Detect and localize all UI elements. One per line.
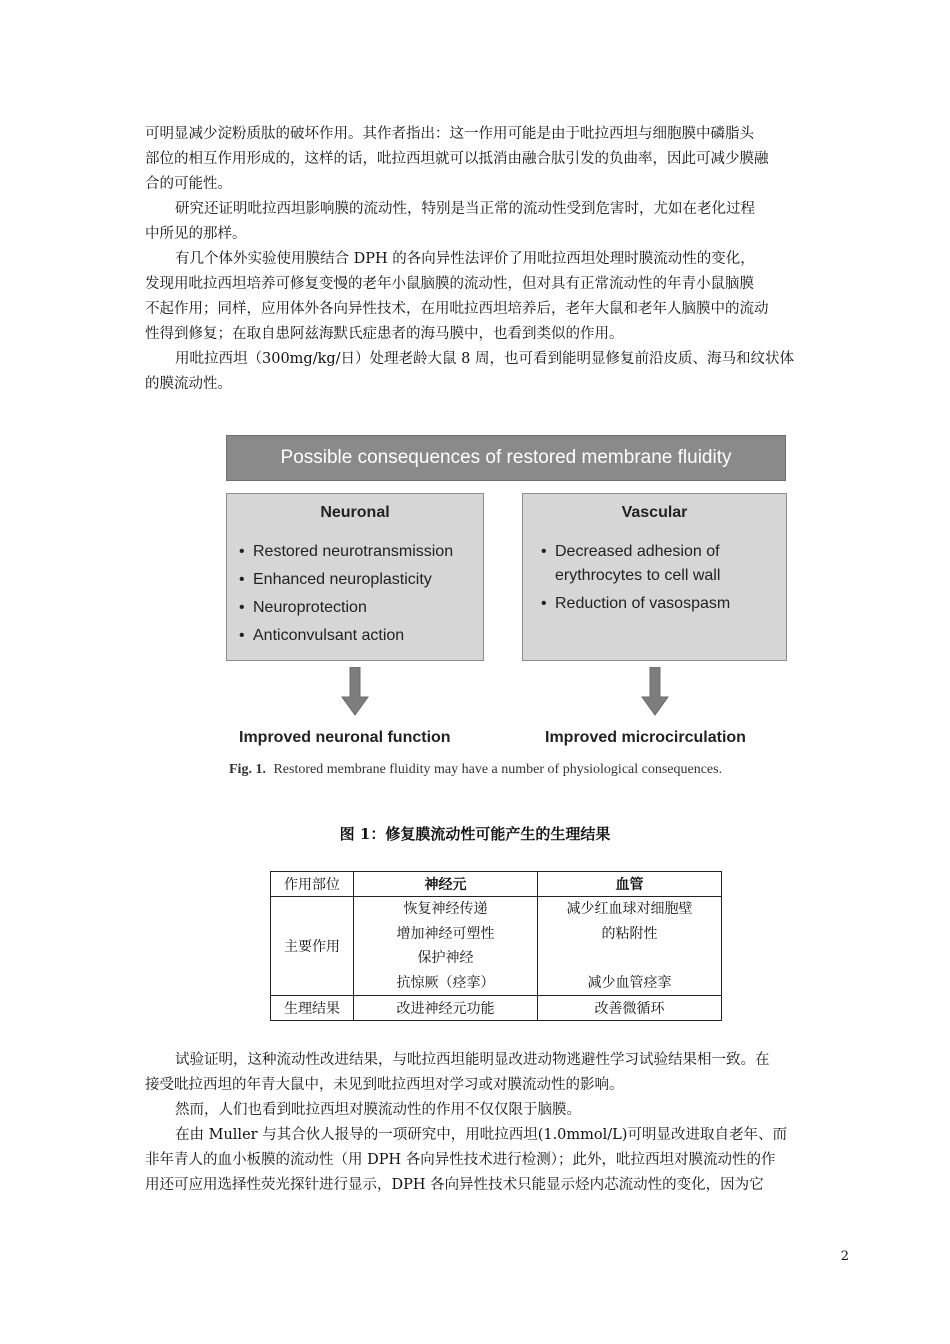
text-line: 用吡拉西坦（300mg/kg/日）处理老龄大鼠 8 周，也可看到能明显修复前沿皮质、海马和纹状体 [175,351,794,367]
vascular-box [522,493,787,661]
cell-line: 减少红血球对细胞壁 [566,901,693,917]
table-row [271,996,722,1021]
table-cell: 改善微循环 [538,996,722,1021]
neuronal-result: Improved neuronal function [239,729,451,746]
table-header-cell: 神经元 [354,872,538,897]
neuronal-title: Neuronal [320,504,390,521]
table-header-cell: 血管 [538,872,722,897]
cell-line: 增加神经可塑性 [396,925,495,942]
neuronal-list [227,540,483,648]
cell-line: 保护神经 [417,950,474,966]
text-line: 中所见的那样。 [145,226,247,242]
cell-line: 恢复神经传递 [403,901,488,917]
figure-caption-text: Restored membrane fluidity may have a number of physiological consequences. [273,762,723,777]
cell-line: 的粘附性 [601,925,658,942]
list-item: • Anticonvulsant action [239,624,483,648]
table-cell [354,897,538,996]
text-line: 不起作用；同样，应用体外各向异性技术，在用吡拉西坦培养后，老年大鼠和老年人脑膜中的流动 [145,301,769,317]
list-item: • Restored neurotransmission [239,540,483,564]
page-number: 2 [840,1249,849,1264]
cell-line [538,946,721,971]
list-item: • Decreased adhesion of erythrocytes to cell wall [541,540,756,588]
cell-line: 减少血管痉挛 [587,974,672,991]
text-line: 发现用吡拉西坦培养可修复变慢的老年小鼠脑膜的流动性，但对具有正常流动性的年青小鼠脑膜 [145,276,754,292]
neuronal-box [226,493,484,661]
text-line: 有几个体外实验使用膜结合 DPH 的各向异性法评价了用吡拉西坦处理时膜流动性的变化， [175,251,755,267]
text-line: 研究还证明吡拉西坦影响膜的流动性，特别是当正常的流动性受到危害时，尤如在老化过程 [175,201,755,217]
paragraph-3 [145,247,850,347]
vascular-title: Vascular [621,504,688,521]
table-row [271,897,722,996]
table-cell [538,897,722,996]
paragraph-6 [145,1098,850,1123]
table-header-cell: 作用部位 [271,872,354,897]
table-caption: 图 1：修复膜流动性可能产生的生理结果 [339,825,611,843]
list-item: • Enhanced neuroplasticity [239,568,483,592]
figure-banner: Possible consequences of restored membrane fluidity [226,435,786,481]
vascular-list [523,540,756,616]
vascular-result: Improved microcirculation [545,729,746,746]
text-line: 部位的相互作用形成的，这样的话，吡拉西坦就可以抵消由融合肽引发的负曲率，因此可减少膜融 [145,151,769,167]
text-line: 的膜流动性。 [145,376,232,392]
table-header-row [271,872,722,897]
text-line: 用还可应用选择性荧光探针进行显示，DPH 各向异性技术只能显示烃内芯流动性的变化，因为它 [145,1177,764,1193]
text-line: 可明显减少淀粉质肽的破坏作用。其作者指出：这一作用可能是由于吡拉西坦与细胞膜中磷脂头 [145,126,754,142]
list-item: • Reduction of vasospasm [541,592,756,616]
table-cell: 改进神经元功能 [354,996,538,1021]
text-line: 性得到修复；在取自患阿兹海默氏症患者的海马膜中，也看到类似的作用。 [145,326,624,342]
text-line: 在由 Muller 与其合伙人报导的一项研究中，用吡拉西坦(1.0mmol/L)可明显改进取自老年、而 [175,1127,787,1143]
figure-caption [229,762,722,778]
paragraph-2 [145,197,850,247]
effects-table [270,871,722,1021]
text-line: 然而，人们也看到吡拉西坦对膜流动性的作用不仅仅限于脑膜。 [175,1102,581,1118]
down-arrow-icon [640,667,670,717]
text-line: 合的可能性。 [145,176,232,192]
cell-line: 抗惊厥（痉挛） [396,974,495,991]
list-item: • Neuroprotection [239,596,483,620]
paragraph-5 [145,1048,850,1098]
text-line: 试验证明，这种流动性改进结果，与吡拉西坦能明显改进动物逃避性学习试验结果相一致。在 [175,1052,770,1068]
text-line: 接受吡拉西坦的年青大鼠中，未见到吡拉西坦对学习或对膜流动性的影响。 [145,1077,624,1093]
paragraph-4 [145,347,850,397]
text-line: 非年青人的血小板膜的流动性（用 DPH 各向异性技术进行检测）；此外，吡拉西坦对膜流动性的作 [145,1152,776,1168]
table-cell: 主要作用 [271,897,354,996]
paragraph-7 [145,1123,850,1198]
paragraph-1 [145,122,850,197]
down-arrow-icon [340,667,370,717]
figure-caption-label: Fig. 1. [229,762,266,777]
table-cell: 生理结果 [271,996,354,1021]
